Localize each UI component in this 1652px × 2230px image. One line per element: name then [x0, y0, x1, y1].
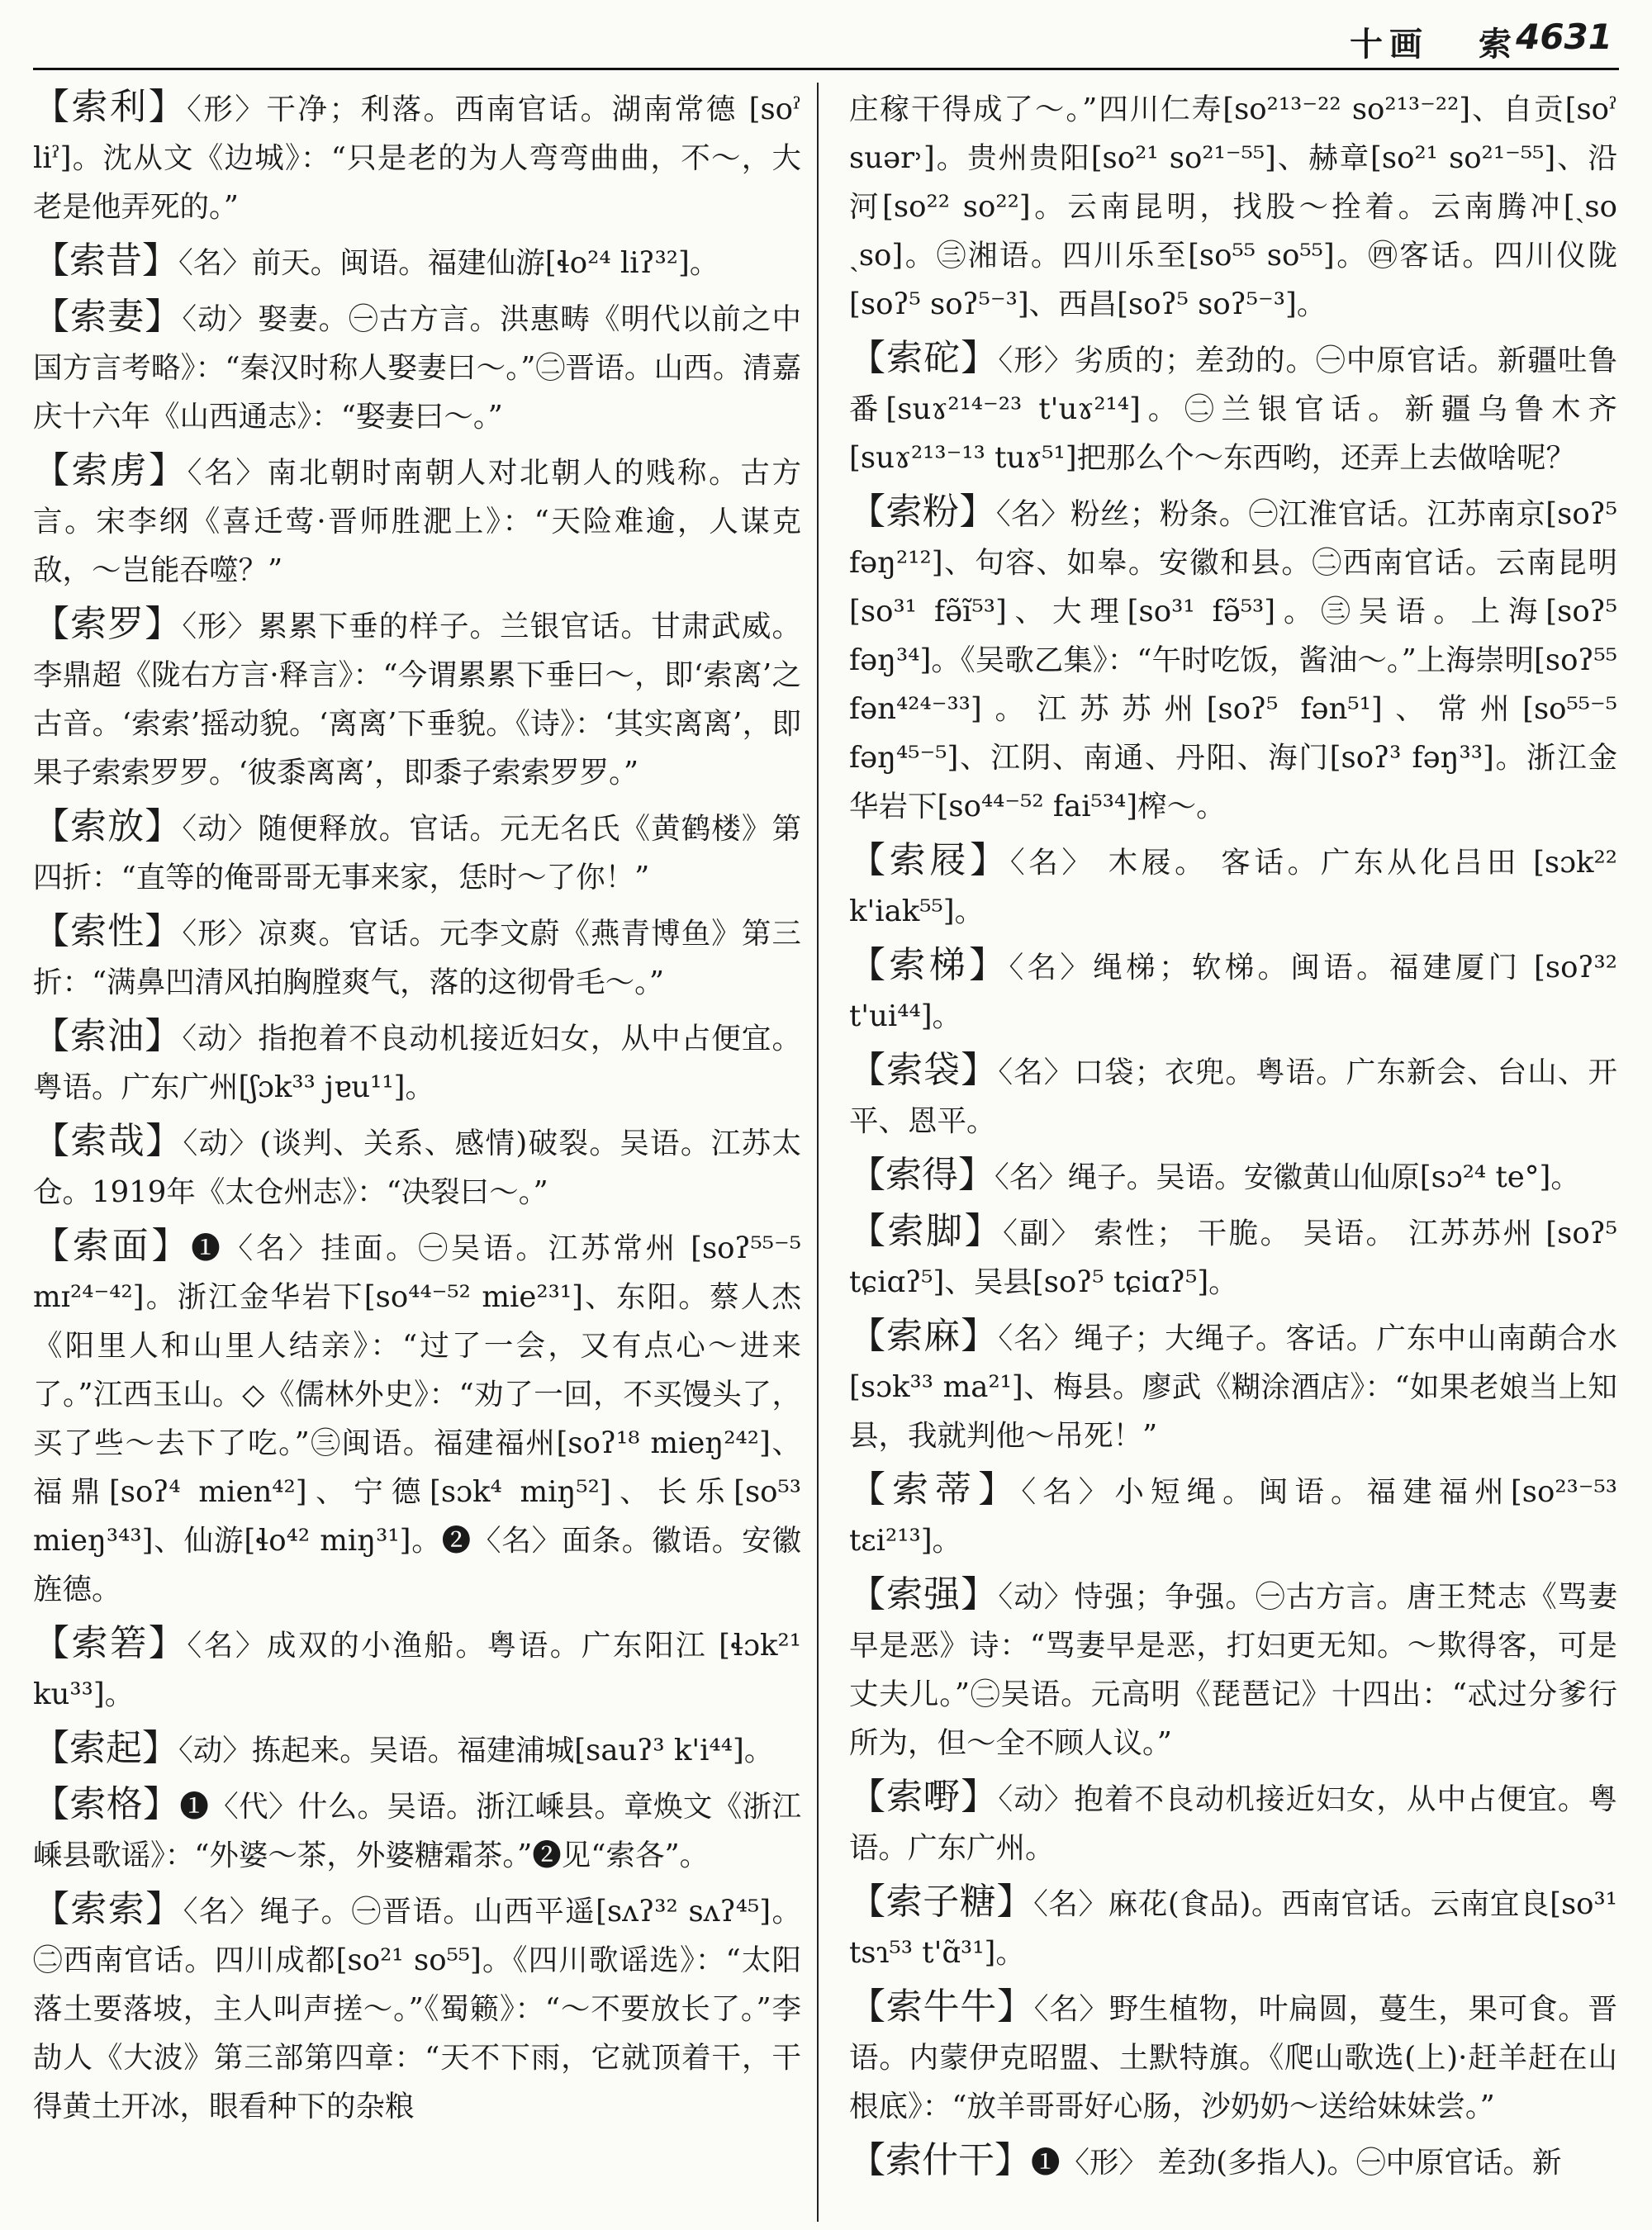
- entry-headword: 【索索】: [33, 1888, 183, 1930]
- entry-definition: 〈名〉前天。闽语。福建仙游[ɬo²⁴ liʔ³²]。: [178, 246, 719, 280]
- entry-headword: 【索得】: [849, 1154, 995, 1196]
- dictionary-entry: [33, 802, 801, 902]
- entry-definition: 〈形〉累累下垂的样子。兰银官话。甘肃武威。李鼎超《陇右方言·释言》：“今谓累累下垂曰～，即‘索离’之古音。‘索索’摇动貌。‘离离’下垂貌。《诗》：‘其实离离’，即果子索索罗罗。‘彼黍离离’，即黍子索索罗罗。”: [33, 610, 801, 790]
- section-label: 十画: [1350, 25, 1429, 64]
- dictionary-entry: [849, 334, 1617, 482]
- entry-definition: 〈名〉 木屐。 客话。广东从化吕田 [sɔk²² k'iak⁵⁵]。: [849, 846, 1617, 928]
- entry-definition: 〈名〉绳子；大绳子。客话。广东中山南蓢合水[sɔk³³ ma²¹]、梅县。廖武《糊涂酒店》：“如果老娘当上知县，我就判他～吊死！”: [849, 1321, 1617, 1453]
- dictionary-entry: [849, 1046, 1617, 1146]
- entry-headword: 【索牛牛】: [849, 1986, 1034, 2028]
- section-character: 索: [1479, 25, 1512, 64]
- dictionary-entry: [849, 1877, 1617, 1977]
- entry-headword: 【索什干】: [849, 2139, 1031, 2181]
- entry-headword: 【索蒂】: [849, 1468, 1022, 1511]
- dictionary-entry: [849, 1772, 1617, 1872]
- entry-headword: 【索妻】: [33, 296, 183, 338]
- left-column: [33, 83, 801, 2222]
- entry-definition: 〈动〉(谈判、关系、感情)破裂。吴语。江苏太仓。1919年《太仓州志》：“决裂曰～。”: [33, 1127, 801, 1209]
- entry-definition: 〈名〉绳子。吴语。安徽黄山仙原[sɔ²⁴ te°]。: [995, 1160, 1580, 1194]
- page-number: 4631: [1516, 17, 1612, 57]
- entry-headword: 【索袋】: [849, 1049, 999, 1091]
- entry-headword: 【索箬】: [33, 1622, 188, 1664]
- entry-headword: 【索强】: [849, 1573, 999, 1616]
- entry-headword: 【索起】: [33, 1727, 178, 1769]
- column-divider: [817, 83, 819, 2222]
- dictionary-entry: [849, 2136, 1617, 2187]
- entry-definition: 〈动〉指抱着不良动机接近妇女，从中占便宜。粤语。广东广州[ʃɔk³³ jɐu¹¹]。: [33, 1022, 801, 1104]
- entry-definition: 〈名〉绳梯；软梯。闽语。福建厦门 [soʔ³² t'ui⁴⁴]。: [849, 951, 1617, 1033]
- entry-headword: 【索子糖】: [849, 1881, 1034, 1923]
- entry-headword: 【索梯】: [849, 944, 1009, 986]
- dictionary-entry: [33, 1117, 801, 1217]
- entry-definition: 〈名〉小短绳。闽语。福建福州[so²³⁻⁵³ tɛi²¹³]。: [849, 1475, 1617, 1558]
- dictionary-entry: [33, 907, 801, 1007]
- dictionary-entry: [33, 83, 801, 231]
- entry-headword: 【索屐】: [849, 839, 1010, 881]
- entry-definition: 〈名〉野生植物，叶扁圆，蔓生，果可食。晋语。内蒙伊克昭盟、土默特旗。《爬山歌选(上)·赶羊赶在山根底》：“放羊哥哥好心肠，沙奶奶～送给妹妹尝。”: [849, 1992, 1617, 2123]
- entry-headword: 【索脚】: [849, 1210, 1004, 1252]
- entry-headword: 【索虏】: [33, 449, 188, 491]
- dictionary-entry: [849, 836, 1617, 936]
- entry-definition: 〈名〉南北朝时南朝人对北朝人的贱称。古方言。宋李纲《喜迁莺·晋师胜淝上》：“天险难逾，人谋克敌，～岂能吞噬？”: [33, 456, 801, 587]
- dictionary-entry: [33, 1780, 801, 1880]
- entry-definition: 〈形〉凉爽。官话。元李文蔚《燕青博鱼》第三折：“满鼻凹清风拍胸膛爽气，落的这彻骨毛～。”: [33, 917, 801, 999]
- entry-definition: 〈动〉恃强；争强。㊀古方言。唐王梵志《骂妻早是恶》诗：“骂妻早是恶，打妇更无知。～欺得客，可是丈夫儿。”㊁吴语。元高明《琵琶记》十四出：“忒过分爹行所为，但～全不顾人议。”: [849, 1580, 1617, 1760]
- entry-definition: 〈动〉拣起来。吴语。福建浦城[sauʔ³ k'i⁴⁴]。: [178, 1734, 774, 1767]
- entry-headword: 【索性】: [33, 910, 183, 952]
- dictionary-entry: [33, 1619, 801, 1719]
- entry-definition: 〈名〉成双的小渔船。粤语。广东阳江 [ɬɔk²¹ ku³³]。: [33, 1629, 801, 1711]
- entry-definition: 〈动〉娶妻。㊀古方言。洪惠畴《明代以前之中国方言考略》：“秦汉时称人娶妻曰～。”㊁晋语。山西。清嘉庆十六年《山西通志》：“娶妻曰～。”: [33, 302, 801, 434]
- dictionary-entry: [849, 1312, 1617, 1460]
- entry-definition: 庄稼干得成了～。”四川仁寿[so²¹³⁻²² so²¹³⁻²²]、自贡[soˀ suər˒]。贵州贵阳[so²¹ so²¹⁻⁵⁵]、赫章[so²¹ so²¹⁻⁵⁵]、沿河[so²² so²²]。云南昆明，找股～拴着。云南腾冲[ˏso ˏso]。㊂湘语。四川乐至[so⁵⁵ so⁵⁵]。㊃客话。四川仪陇[soʔ⁵ soʔ⁵⁻³]、西昌[soʔ⁵ soʔ⁵⁻³]。: [849, 93, 1617, 321]
- right-column: [849, 83, 1617, 2222]
- dictionary-entry: [33, 292, 801, 441]
- entry-definition: 〈名〉绳子。㊀晋语。山西平遥[sʌʔ³² sʌʔ⁴⁵]。㊁西南官话。四川成都[so²¹ so⁵⁵]。《四川歌谣选》：“太阳落土要落坡，主人叫声搓～。”《蜀籁》：“～不要放长了。”李劼人《大波》第三部第四章：“天不下雨，它就顶着干，干得黄土开冰，眼看种下的杂粮: [33, 1895, 801, 2123]
- entry-headword: 【索放】: [33, 805, 183, 847]
- entry-definition: 〈形〉劣质的；差劲的。㊀中原官话。新疆吐鲁番[suɤ²¹⁴⁻²³ t'uɤ²¹⁴]。㊁兰银官话。新疆乌鲁木齐[suɤ²¹³⁻¹³ tuɤ⁵¹]把那么个～东西哟，还弄上去做啥呢？: [849, 344, 1617, 475]
- entry-headword: 【索哉】: [33, 1120, 183, 1162]
- entry-headword: 【索罗】: [33, 603, 183, 645]
- dictionary-entry: [849, 1570, 1617, 1767]
- dictionary-entry: [849, 83, 1617, 329]
- entry-definition: ❶〈名〉挂面。㊀吴语。江苏常州 [soʔ⁵⁵⁻⁵ mɪ²⁴⁻⁴²]。浙江金华岩下[so⁴⁴⁻⁵² mie²³¹]、东阳。蔡人杰《阳里人和山里人结亲》：“过了一会，又有点心～进来了。”江西玉山。◇《儒林外史》：“劝了一回，不买馒头了，买了些～去下了吃。”㊂闽语。福建福州[soʔ¹⁸ mieŋ²⁴²]、福鼎[soʔ⁴ mien⁴²]、宁德[sɔk⁴ miŋ⁵²]、长乐[so⁵³ mieŋ³⁴³]、仙游[ɬo⁴² miŋ³¹]。❷〈名〉面条。徽语。安徽旌德。: [33, 1231, 801, 1606]
- dictionary-entry: [33, 236, 801, 287]
- dictionary-entry: [33, 1012, 801, 1112]
- entry-definition: ❶〈形〉 差劲(多指人)。㊀中原官话。新: [1031, 2146, 1562, 2180]
- dictionary-entry: [849, 1465, 1617, 1565]
- entry-headword: 【索砣】: [849, 337, 999, 379]
- entry-headword: 【索面】: [33, 1225, 192, 1267]
- dictionary-entry: [33, 600, 801, 797]
- dictionary-entry: [33, 446, 801, 595]
- entry-headword: 【索嘢】: [849, 1776, 999, 1818]
- page-header: [0, 0, 1652, 73]
- dictionary-entry: [849, 1151, 1617, 1202]
- entry-headword: 【索格】: [33, 1783, 180, 1825]
- entry-headword: 【索利】: [33, 86, 188, 128]
- header-rule: [33, 68, 1619, 70]
- entry-headword: 【索昔】: [33, 240, 178, 282]
- dictionary-entry: [849, 487, 1617, 831]
- dictionary-entry: [849, 941, 1617, 1041]
- entry-headword: 【索麻】: [849, 1315, 999, 1357]
- dictionary-entry: [33, 1222, 801, 1614]
- entry-definition: 〈名〉麻花(食品)。西南官话。云南宜良[so³¹ tsɿ⁵³ t'ɑ̃³¹]。: [849, 1887, 1617, 1970]
- dictionary-entry: [849, 1982, 1617, 2131]
- dictionary-entry: [33, 1885, 801, 2131]
- entry-definition: 〈名〉粉丝；粉条。㊀江淮官话。江苏南京[soʔ⁵ fəŋ²¹²]、句容、如皋。安徽和县。㊁西南官话。云南昆明[so³¹ fə̃ĩ⁵³]、大理[so³¹ fə̃⁵³]。㊂吴语。上海[soʔ⁵ fəŋ³⁴]。《吴歌乙集》：“午时吃饭，酱油～。”上海崇明[soʔ⁵⁵ fən⁴²⁴⁻³³]。江苏苏州[soʔ⁵ fən⁵¹]、常州[so⁵⁵⁻⁵ fəŋ⁴⁵⁻⁵]、江阴、南通、丹阳、海门[soʔ³ fəŋ³³]。浙江金华岩下[so⁴⁴⁻⁵² fai⁵³⁴]榨～。: [849, 497, 1617, 823]
- entry-headword: 【索油】: [33, 1015, 183, 1057]
- entry-definition: 〈名〉口袋；衣兜。粤语。广东新会、台山、开平、恩平。: [849, 1056, 1617, 1138]
- dictionary-entry: [849, 1207, 1617, 1307]
- entry-definition: 〈动〉随便释放。官话。元无名氏《黄鹤楼》第四折：“直等的俺哥哥无事来家，恁时～了你！”: [33, 812, 801, 894]
- entry-definition: ❶〈代〉什么。吴语。浙江嵊县。章焕文《浙江嵊县歌谣》：“外婆～茶，外婆糖霜茶。”❷见“索各”。: [33, 1790, 801, 1872]
- entry-definition: 〈形〉干净；利落。西南官话。湖南常德 [soˀ liˀ]。沈从文《边城》：“只是老的为人弯弯曲曲，不～，大老是他弄死的。”: [33, 93, 801, 224]
- dictionary-entry: [33, 1724, 801, 1775]
- entry-definition: 〈动〉抱着不良动机接近妇女，从中占便宜。粤语。广东广州。: [849, 1782, 1617, 1865]
- entry-headword: 【索粉】: [849, 491, 996, 533]
- entry-definition: 〈副〉 索性； 干脆。 吴语。 江苏苏州 [soʔ⁵ tɕiɑʔ⁵]、吴县[soʔ⁵ tɕiɑʔ⁵]。: [849, 1217, 1617, 1299]
